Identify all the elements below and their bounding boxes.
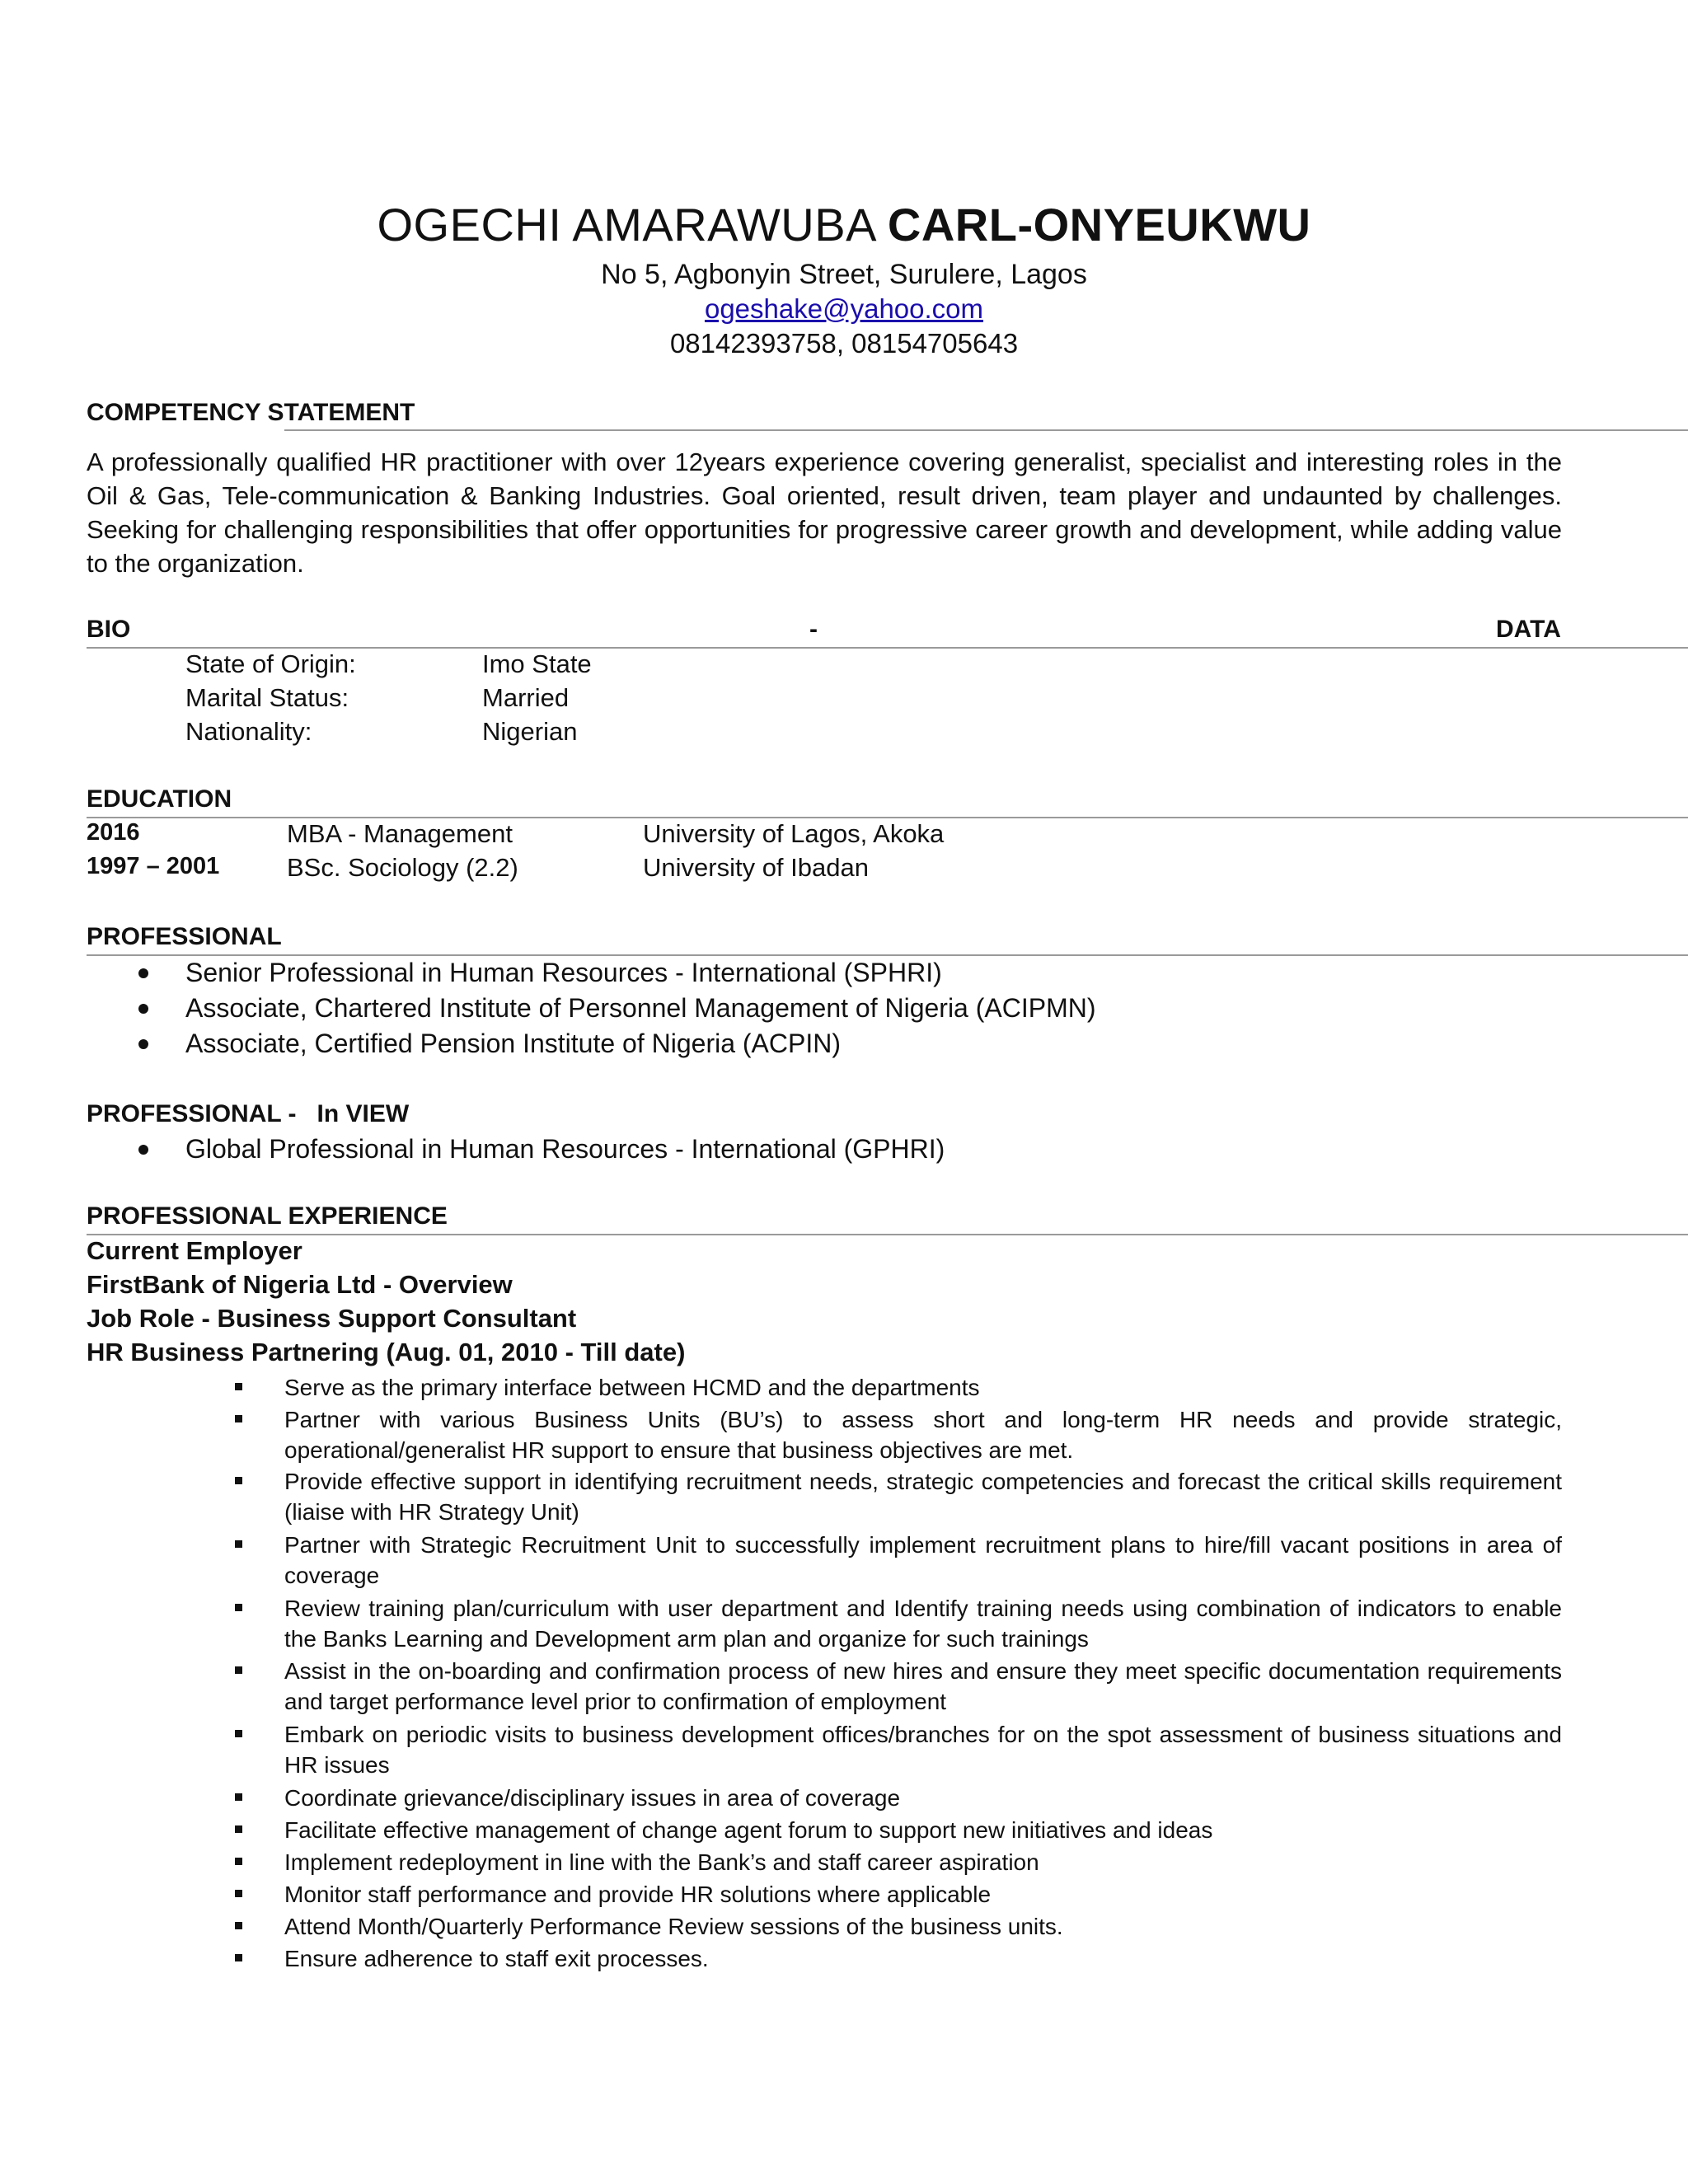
- square-bullet-icon: [235, 1540, 242, 1548]
- duty-text: Coordinate grievance/disciplinary issues in area of coverage: [284, 1785, 901, 1811]
- list-item-text: Global Professional in Human Resources - International (GPHRI): [185, 1134, 945, 1164]
- section-divider: [87, 647, 1688, 649]
- duty-text: Provide effective support in identifying recruitment needs, strategic competencies and forecast the critical skills requirement (liaise with HR Strategy Unit): [284, 1469, 1562, 1525]
- bullet-icon: [138, 968, 148, 978]
- section-divider: [87, 817, 1688, 818]
- list-item-text: Senior Professional in Human Resources - International (SPHRI): [185, 958, 942, 987]
- duty-text: Assist in the on-boarding and confirmation process of new hires and ensure they meet specific documentation requirements and target performance level prior to confirmation of employment: [284, 1658, 1562, 1714]
- education-year: 2016: [87, 819, 140, 846]
- email-container: [0, 293, 1688, 325]
- square-bullet-icon: [235, 1858, 242, 1865]
- square-bullet-icon: [235, 1730, 242, 1737]
- duty-text: Facilitate effective management of change agent forum to support new initiatives and ideas: [284, 1817, 1213, 1843]
- duty-item: [235, 1404, 1562, 1465]
- section-divider: [87, 954, 1688, 956]
- professional-view-section-heading: [87, 1099, 1688, 1129]
- square-bullet-icon: [235, 1954, 242, 1961]
- current-employer-label: Current Employer: [87, 1236, 302, 1265]
- list-item-text: Associate, Chartered Institute of Personnel Management of Nigeria (ACIPMN): [185, 993, 1096, 1023]
- duty-text: Attend Month/Quarterly Performance Review sessions of the business units.: [284, 1914, 1063, 1939]
- square-bullet-icon: [235, 1793, 242, 1801]
- duty-item: [235, 1372, 1562, 1403]
- role-title: HR Business Partnering (Aug. 01, 2010 - Till date): [87, 1338, 686, 1366]
- experience-section-heading: [87, 1202, 1688, 1231]
- duty-text: Partner with Strategic Recruitment Unit to successfully implement recruitment plans to hire/fill vacant positions in area of coverage: [284, 1532, 1562, 1588]
- duty-item: [235, 1815, 1562, 1845]
- education-degree: BSc. Sociology (2.2): [287, 853, 518, 882]
- duty-text: Ensure adherence to staff exit processes.: [284, 1946, 709, 1971]
- bio-key: State of Origin:: [185, 649, 356, 678]
- section-divider: [87, 1234, 1688, 1235]
- square-bullet-icon: [235, 1825, 242, 1833]
- job-role: Job Role - Business Support Consultant: [87, 1304, 577, 1333]
- candidate-name: [0, 198, 1688, 251]
- education-school: University of Ibadan: [643, 853, 869, 882]
- education-year: 1997 – 2001: [87, 853, 220, 879]
- duty-item: [235, 1530, 1562, 1591]
- name-last: CARL-ONYEUKWU: [887, 199, 1311, 251]
- duty-text: Partner with various Business Units (BU’s) to assess short and long-term HR needs and provide strategic, operational/generalist HR support to ensure that business objectives are met.: [284, 1407, 1562, 1463]
- square-bullet-icon: [235, 1604, 242, 1611]
- square-bullet-icon: [235, 1383, 242, 1390]
- duty-item: [235, 1847, 1562, 1877]
- duty-text: Implement redeployment in line with the Bank’s and staff career aspiration: [284, 1849, 1039, 1875]
- duty-text: Monitor staff performance and provide HR solutions where applicable: [284, 1882, 992, 1907]
- bio-heading-right: DATA: [1496, 616, 1561, 643]
- duty-text: Review training plan/curriculum with user department and Identify training needs using combination of indicators to enable the Banks Learning and Development arm plan and organize for such trainings: [284, 1596, 1562, 1652]
- education-degree: MBA - Management: [287, 819, 513, 848]
- professional-view-heading: PROFESSIONAL - In VIEW: [87, 1100, 410, 1127]
- square-bullet-icon: [235, 1477, 242, 1484]
- email-link[interactable]: ogeshake@yahoo.com: [704, 293, 984, 324]
- competency-heading: COMPETENCY STATEMENT: [87, 399, 415, 426]
- company-name: FirstBank of Nigeria Ltd - Overview: [87, 1270, 513, 1299]
- bio-heading-left: BIO: [87, 616, 131, 643]
- section-divider: [284, 429, 1688, 431]
- duty-item: [235, 1656, 1562, 1717]
- bullet-icon: [138, 1145, 148, 1155]
- professional-heading: PROFESSIONAL: [87, 923, 282, 950]
- square-bullet-icon: [235, 1415, 242, 1422]
- bio-key: Nationality:: [185, 717, 312, 746]
- bullet-icon: [138, 1039, 148, 1049]
- experience-heading: PROFESSIONAL EXPERIENCE: [87, 1202, 448, 1230]
- bullet-icon: [138, 1004, 148, 1014]
- square-bullet-icon: [235, 1922, 242, 1929]
- education-row: [87, 853, 1488, 886]
- square-bullet-icon: [235, 1666, 242, 1674]
- education-heading: EDUCATION: [87, 785, 232, 813]
- bio-heading-dash: -: [809, 616, 818, 643]
- education-school: University of Lagos, Akoka: [643, 819, 945, 848]
- square-bullet-icon: [235, 1890, 242, 1897]
- duty-item: [235, 1466, 1562, 1527]
- duty-text: Embark on periodic visits to business development offices/branches for on the spot assessment of business situations and HR issues: [284, 1722, 1562, 1778]
- competency-section-heading: [87, 398, 1688, 428]
- bio-value: Nigerian: [482, 717, 578, 746]
- professional-section-heading: [87, 922, 1688, 952]
- competency-statement: A professionally qualified HR practitioner with over 12years experience covering generalist, specialist and interesting roles in the Oil & Gas, Tele-communication & Banking Industries. Goal oriented, result driven, team player and undaunted by challenges. Seeking for challenging responsibilities that offer opportunities for progressive career growth and development, while adding value to the organization.: [87, 448, 1562, 578]
- duty-item: [235, 1719, 1562, 1780]
- list-item-text: Associate, Certified Pension Institute of Nigeria (ACPIN): [185, 1029, 841, 1058]
- name-first: OGECHI AMARAWUBA: [377, 199, 888, 251]
- education-section-heading: [87, 785, 1688, 814]
- phone-numbers: 08142393758, 08154705643: [669, 328, 1019, 359]
- address: No 5, Agbonyin Street, Surulere, Lagos: [601, 259, 1087, 290]
- duty-item: [235, 1943, 1562, 1974]
- education-row: [87, 819, 1488, 852]
- duty-item: [235, 1911, 1562, 1942]
- bio-value: Married: [482, 683, 570, 712]
- duty-item: [235, 1783, 1562, 1813]
- bio-value: Imo State: [482, 649, 592, 678]
- duty-text: Serve as the primary interface between HCMD and the departments: [284, 1375, 980, 1400]
- bio-key: Marital Status:: [185, 683, 349, 712]
- duty-item: [235, 1879, 1562, 1910]
- duty-item: [235, 1593, 1562, 1654]
